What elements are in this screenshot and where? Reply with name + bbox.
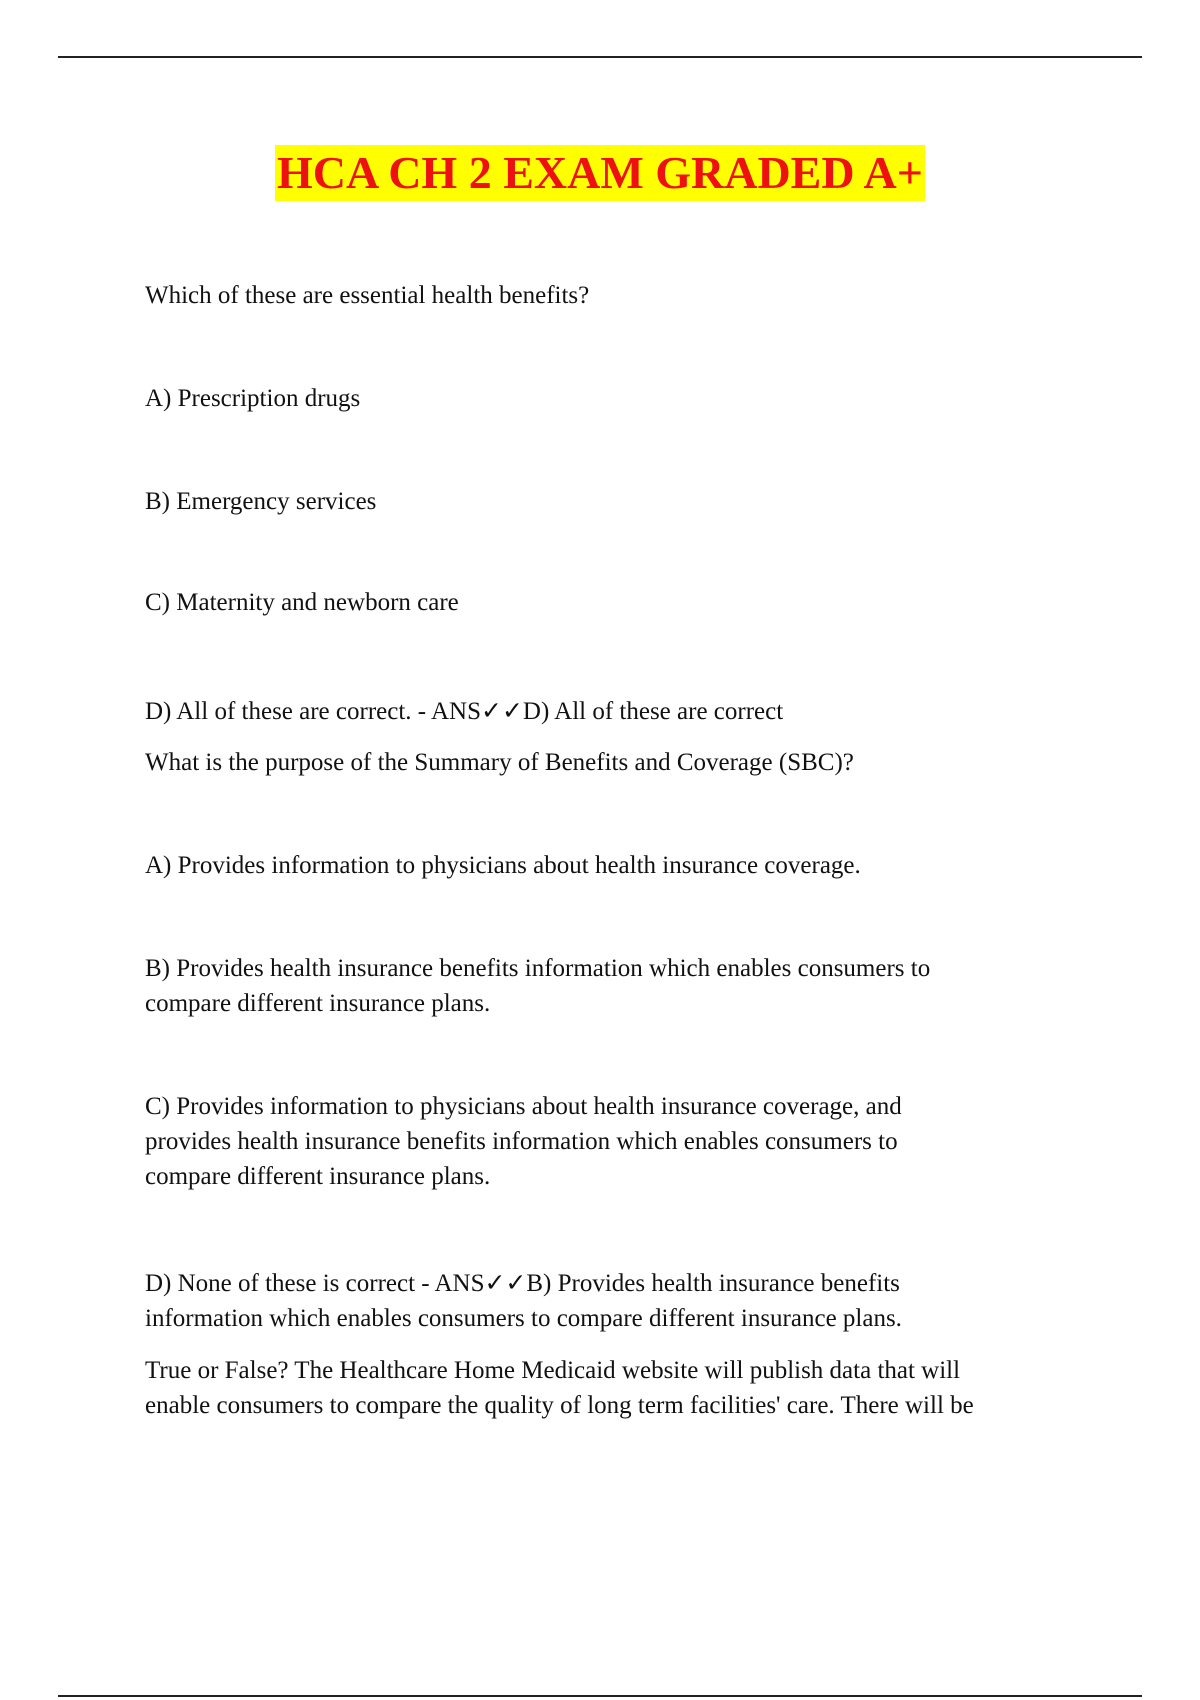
q2-option-b-line1: B) Provides health insurance benefits information which enables consumers to: [145, 955, 931, 982]
q2-option-d-answer-line1: D) None of these is correct - ANS✓✓B) Provides health insurance benefits: [145, 1270, 900, 1297]
q1-question: Which of these are essential health benefits?: [145, 282, 590, 309]
header-rule: [58, 56, 1142, 58]
q3-question-line2: enable consumers to compare the quality of long term facilities' care. There will be: [145, 1392, 974, 1419]
q1-option-a: A) Prescription drugs: [145, 385, 361, 412]
footer-rule: [58, 1695, 1142, 1697]
q2-option-b-line2: compare different insurance plans.: [145, 990, 491, 1017]
q1-option-b: B) Emergency services: [145, 488, 377, 515]
q2-option-c-line2: provides health insurance benefits information which enables consumers to: [145, 1128, 898, 1155]
q3-question-line1: True or False? The Healthcare Home Medicaid website will publish data that will: [145, 1357, 961, 1384]
q2-option-c-line3: compare different insurance plans.: [145, 1163, 491, 1190]
document-title: HCA CH 2 EXAM GRADED A+: [275, 145, 925, 201]
title-block: [0, 145, 1200, 201]
q1-option-d-answer: D) All of these are correct. - ANS✓✓D) All of these are correct: [145, 698, 784, 725]
q2-option-c-line1: C) Provides information to physicians about health insurance coverage, and: [145, 1093, 902, 1120]
q2-option-d-answer-line2: information which enables consumers to compare different insurance plans.: [145, 1305, 902, 1332]
q2-option-a: A) Provides information to physicians about health insurance coverage.: [145, 852, 861, 879]
q2-question: What is the purpose of the Summary of Benefits and Coverage (SBC)?: [145, 749, 854, 776]
q1-option-c: C) Maternity and newborn care: [145, 589, 459, 616]
